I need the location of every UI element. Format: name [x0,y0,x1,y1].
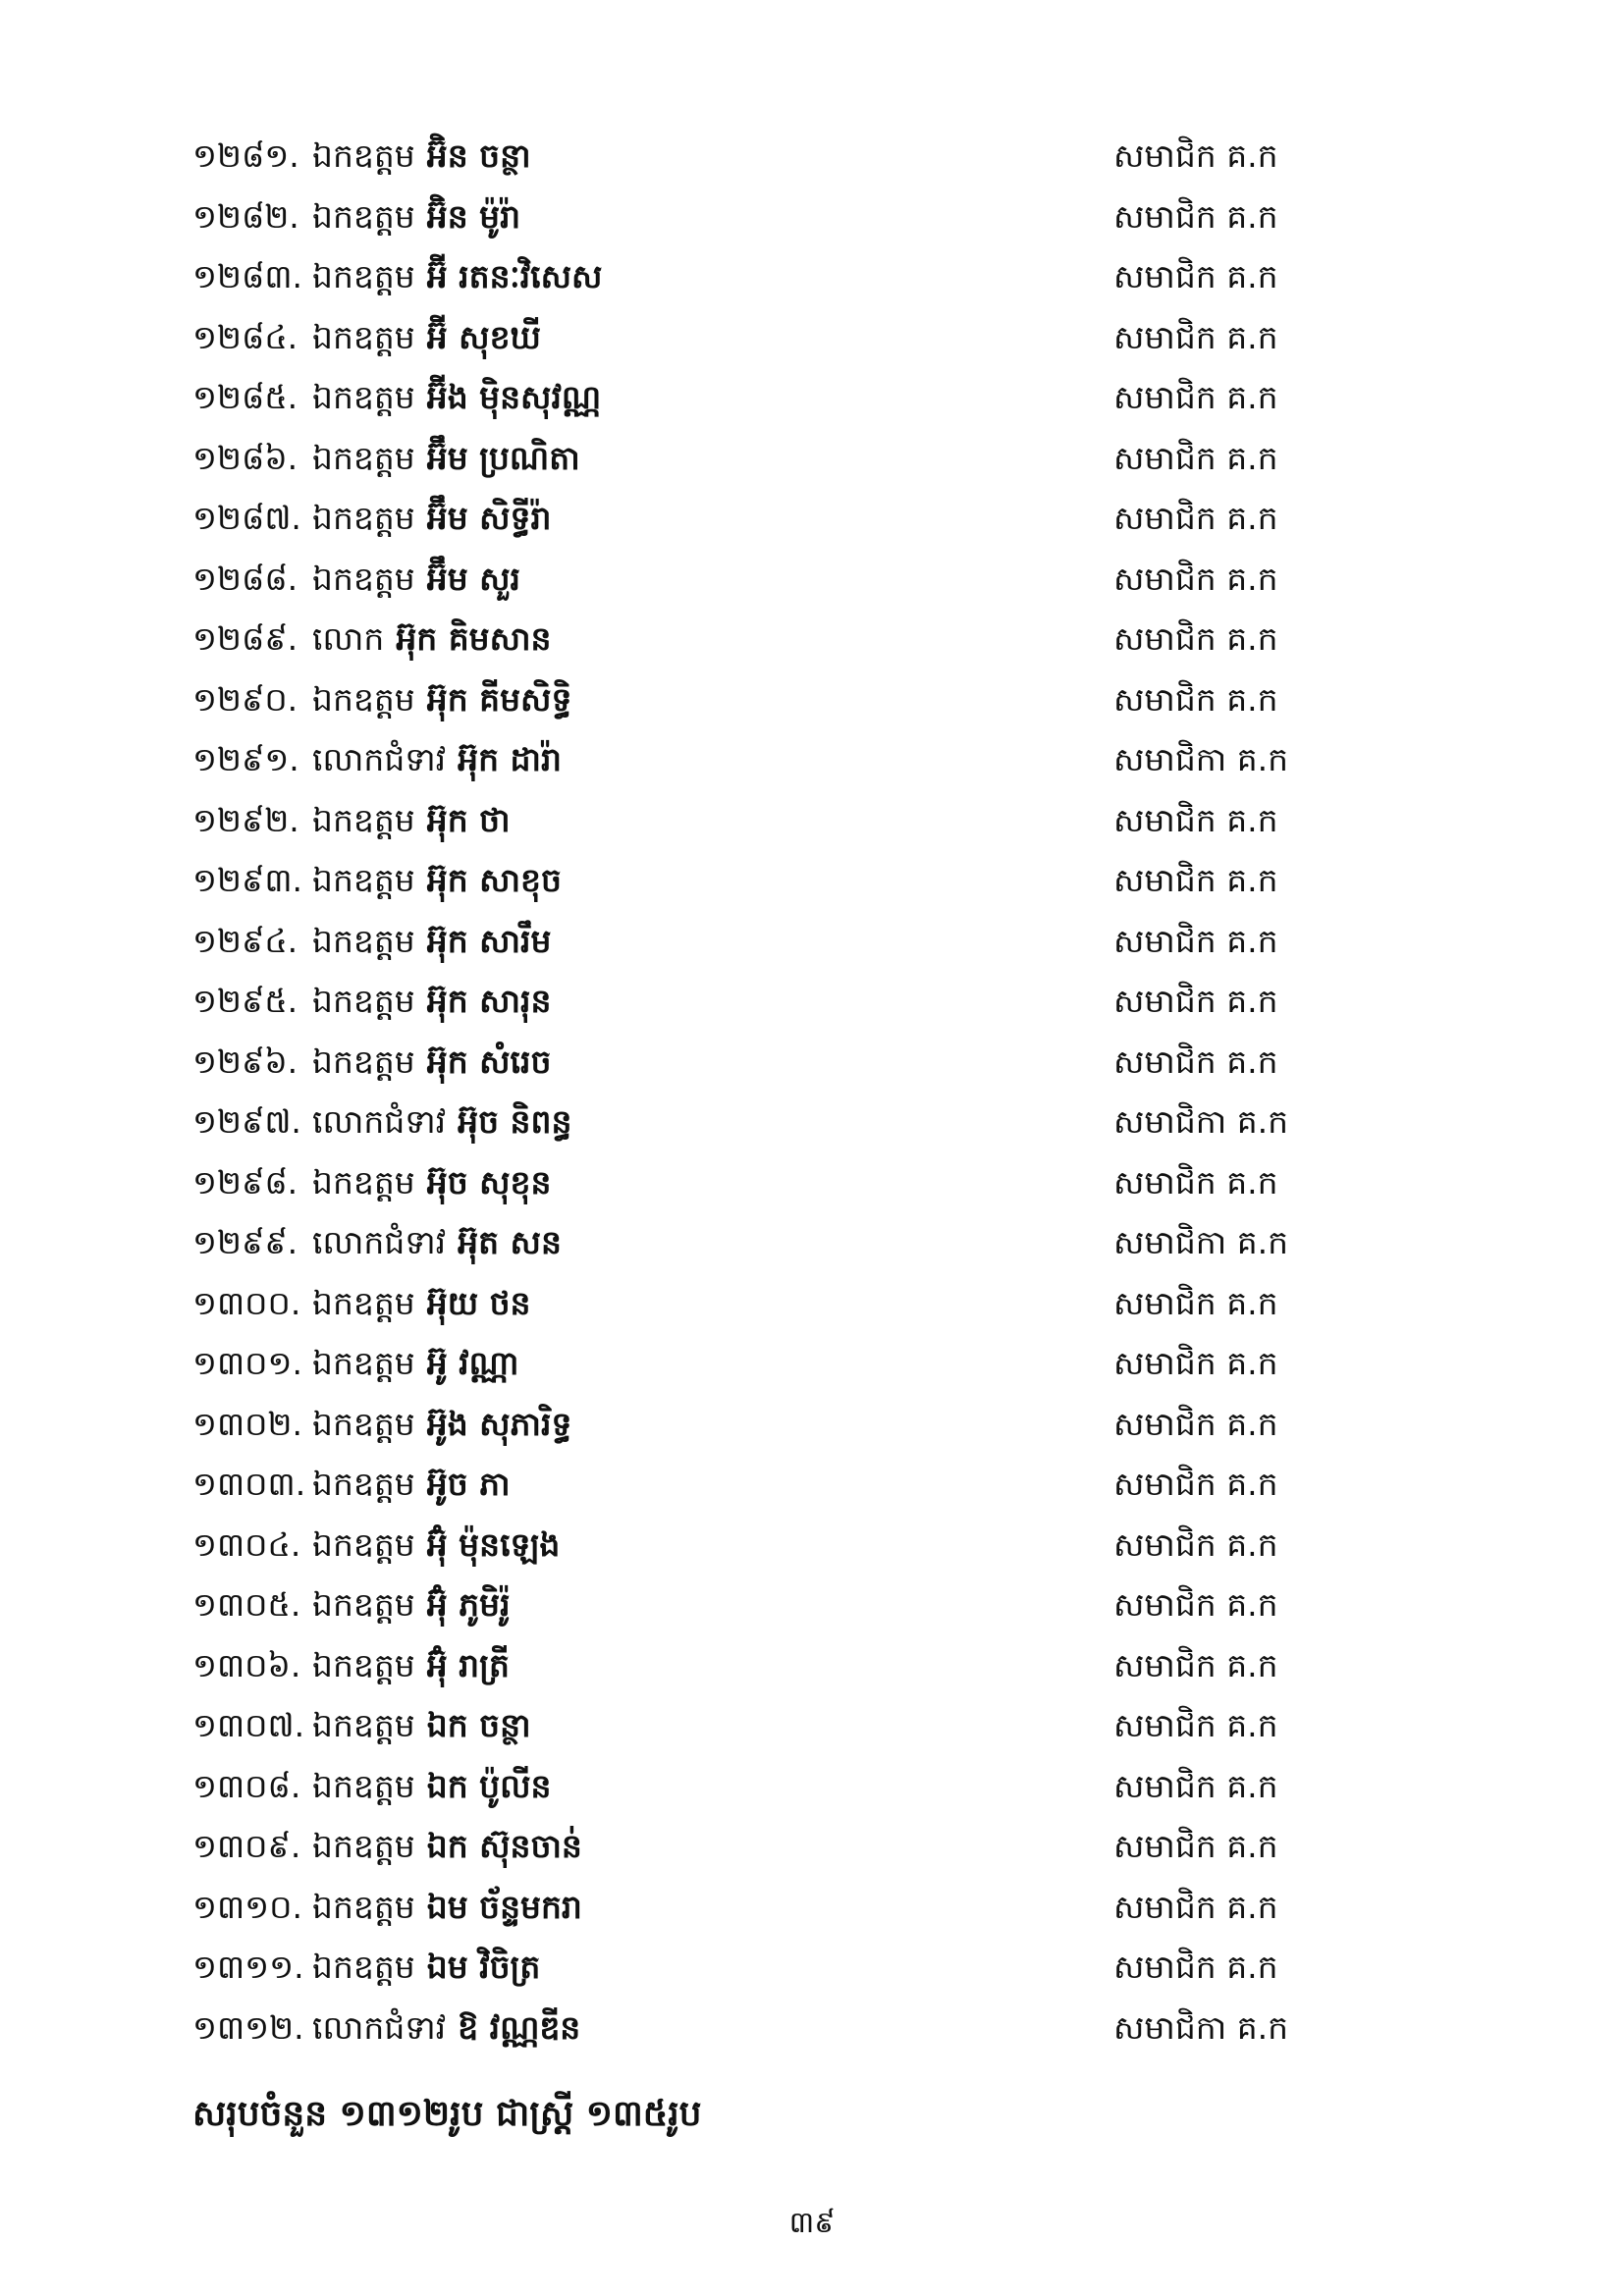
entry-role: សមាជិក គ.ក [1113,438,1278,477]
entry-number: ១២៩៩. [192,1223,298,1261]
entry-name: ឯម វិចិត្រ [426,1948,541,1986]
entry-title-and-name [312,1333,518,1394]
entry-number: ១២៨២. [192,196,299,236]
entry-honorific: ឯកឧត្តម [312,1283,415,1322]
entry-role: សមាជិក គ.ក [1113,1948,1278,1986]
entry-name: ឯក ស៊ុនចាន់ [426,1827,582,1865]
list-item [192,1333,1322,1394]
entry-role: សមាជិកា គ.ក [1113,1102,1289,1141]
list-item [192,1635,1322,1696]
entry-title-and-name [312,729,562,790]
entry-title-and-name [312,549,520,610]
entry-role: សមាជិក គ.ក [1113,559,1278,598]
entry-number: ១២៩២. [192,800,299,839]
entry-name: អ៊ូច ភា [426,1465,511,1503]
list-item [192,1937,1322,1998]
entry-number: ១២៩០. [192,679,298,719]
entry-title-and-name [312,1756,551,1817]
entry-name: អ៊ុច និពន្ធ [458,1102,572,1141]
entry-number: ១៣០៥. [192,1585,301,1624]
entry-number: ១៣១២. [192,2007,304,2047]
entry-honorific: លោកជំទាវ [312,1102,447,1141]
entry-number: ១៣០០. [192,1283,301,1322]
entry-name: ឯក ប៉ូលីន [426,1766,552,1805]
entry-number: ១៣០៧. [192,1706,305,1744]
entry-title-and-name [312,1998,580,2058]
entry-role: សមាជិក គ.ក [1113,861,1278,899]
entry-title-and-name [312,609,551,669]
entry-name: អ៊ឹម សួរ [426,559,521,598]
entry-number: ១២៩៧. [192,1102,301,1141]
list-item [192,850,1322,911]
entry-honorific: ឯកឧត្តម [312,196,415,236]
entry-honorific: ឯកឧត្តម [312,1827,415,1865]
entry-honorific: ឯកឧត្តម [312,1645,415,1684]
entry-name: អ៊ុក សារឹម [426,921,552,960]
entry-name: អ៊ី សុខឃី [426,317,541,356]
entry-honorific: ឯកឧត្តម [312,1948,415,1986]
entry-honorific: លោកជំទាវ [312,2007,447,2047]
entry-role: សមាជិកា គ.ក [1113,2007,1289,2047]
entry-honorific: ឯកឧត្តម [312,499,415,537]
entry-title-and-name [312,1635,510,1696]
list-item [192,1454,1322,1515]
entry-honorific: ឯកឧត្តម [312,1465,415,1503]
entry-honorific: ឯកឧត្តម [312,257,415,295]
page-number: ៣៩ [788,2206,836,2240]
list-item [192,1092,1322,1152]
entry-honorific: ឯកឧត្តម [312,982,415,1020]
entry-name: ឯក ចន្ថា [426,1706,531,1744]
entry-title-and-name [312,790,511,851]
entry-role: សមាជិក គ.ក [1113,136,1278,175]
entry-role: សមាជិក គ.ក [1113,1041,1278,1081]
entry-number: ១២៨៤. [192,317,298,356]
entry-honorific: ឯកឧត្តម [312,1585,415,1624]
entry-role: សមាជិក គ.ក [1113,619,1278,658]
entry-role: សមាជិក គ.ក [1113,1887,1278,1926]
entry-title-and-name [312,971,551,1032]
entry-honorific: ឯកឧត្តម [312,921,415,960]
entry-name: អ៊ុំ ភូមិរ៉ូ [426,1585,511,1624]
entry-title-and-name [312,1695,531,1756]
entry-title-and-name [312,1212,562,1273]
entry-number: ១៣០៨. [192,1766,301,1805]
entry-title-and-name [312,246,602,307]
entry-number: ១៣០៦. [192,1645,301,1684]
list-item [192,1756,1322,1817]
entry-number: ១២៨៦. [192,438,298,477]
entry-honorific: ឯកឧត្តម [312,861,415,899]
entry-name: អ៊ុក សារុន [426,982,552,1020]
entry-honorific: ឯកឧត្តម [312,1344,415,1382]
entry-role: សមាជិក គ.ក [1113,679,1278,719]
entry-title-and-name [312,1273,531,1334]
entry-name: អ៊ុក គិមសាន [396,619,552,658]
list-item [192,1394,1322,1455]
entry-honorific: ឯកឧត្តម [312,800,415,839]
entry-name: អ៊ូ វណ្ណា [426,1344,519,1382]
entry-role: សមាជិក គ.ក [1113,317,1278,356]
entry-title-and-name [312,1575,511,1635]
entry-number: ១២៩៣. [192,861,303,899]
entry-name: អ៊ុច សុខុន [426,1162,552,1201]
entry-role: សមាជិក គ.ក [1113,257,1278,295]
entry-role: សមាជិក គ.ក [1113,921,1278,960]
entry-number: ១២៨៨. [192,559,298,598]
list-item [192,488,1322,549]
entry-honorific: ឯកឧត្តម [312,1041,415,1081]
list-item [192,609,1322,669]
entry-title-and-name [312,367,601,428]
entry-title-and-name [312,1877,582,1938]
entry-number: ១៣០៤. [192,1524,301,1564]
entry-number: ១៣០១. [192,1344,303,1382]
entry-name: អ៊ី រតនៈវិសេស [426,257,603,295]
list-item [192,1032,1322,1093]
entry-name: ឱ វណ្ណឌីន [458,2007,581,2047]
entry-title-and-name [312,1152,551,1213]
entry-role: សមាជិក គ.ក [1113,378,1278,416]
entry-role: សមាជិក គ.ក [1113,1162,1278,1201]
entry-honorific: ឯកឧត្តម [312,378,415,416]
entry-honorific: ឯកឧត្តម [312,1524,415,1564]
entry-role: សមាជិក គ.ក [1113,1283,1278,1322]
entry-role: សមាជិក គ.ក [1113,1344,1278,1382]
entry-honorific: ឯកឧត្តម [312,1404,415,1443]
entry-role: សមាជិក គ.ក [1113,1827,1278,1865]
entry-role: សមាជិក គ.ក [1113,1524,1278,1564]
list-item [192,1152,1322,1213]
entry-role: សមាជិក គ.ក [1113,499,1278,537]
entry-name: អ៊ុក ថា [426,800,511,839]
entry-honorific: ឯកឧត្តម [312,559,415,598]
list-item [192,126,1322,187]
entry-name: អ៊ុំ រាត្រី [426,1645,510,1684]
entry-honorific: ឯកឧត្តម [312,136,415,175]
list-item [192,1816,1322,1877]
entry-title-and-name [312,1816,582,1877]
entry-title-and-name [312,488,551,549]
entry-name: អ៊ីង ម៉ិនសុវណ្ណ [426,378,602,416]
entry-number: ១២៨៣. [192,257,303,295]
entry-role: សមាជិក គ.ក [1113,1706,1278,1744]
entry-role: សមាជិក គ.ក [1113,1645,1278,1684]
entry-honorific: ឯកឧត្តម [312,1162,415,1201]
entry-title-and-name [312,1515,560,1575]
entry-honorific: លោកជំទាវ [312,1223,447,1261]
list-item [192,1695,1322,1756]
entry-role: សមាជិក គ.ក [1113,1766,1278,1805]
entry-number: ១២៩១. [192,740,299,778]
entry-title-and-name [312,1394,571,1455]
entry-name: អ៊ុក ដារ៉ា [458,740,562,778]
list-item [192,1212,1322,1273]
entry-number: ១៣០៣. [192,1465,306,1503]
list-item [192,187,1322,247]
entry-role: សមាជិក គ.ក [1113,800,1278,839]
entry-honorific: ឯកឧត្តម [312,1766,415,1805]
entry-title-and-name [312,307,541,368]
entry-role: សមាជិក គ.ក [1113,1465,1278,1503]
entry-title-and-name [312,187,520,247]
list-item [192,790,1322,851]
entry-name: ឯម ច័ន្ទមករា [426,1887,582,1926]
list-item [192,1515,1322,1575]
entry-honorific: លោកជំទាវ [312,740,447,778]
entry-role: សមាជិក គ.ក [1113,982,1278,1020]
entry-role: សមាជិក គ.ក [1113,196,1278,236]
list-item [192,549,1322,610]
list-item [192,669,1322,730]
entry-number: ១២៩៦. [192,1041,298,1081]
entry-title-and-name [312,911,551,972]
list-item [192,307,1322,368]
entry-name: អ៊ុក សំរេច [426,1041,552,1081]
entry-number: ១៣០២. [192,1404,303,1443]
entry-honorific: ឯកឧត្តម [312,1887,415,1926]
list-item [192,1273,1322,1334]
entry-title-and-name [312,850,562,911]
entry-number: ១២៩៥. [192,982,298,1020]
entry-role: សមាជិកា គ.ក [1113,740,1289,778]
list-item [192,1575,1322,1635]
entry-name: អ៊ុំ ម៉ុនឡេង [426,1524,561,1564]
entry-name: អ៊ុត សន [458,1223,562,1261]
entry-title-and-name [312,669,571,730]
entry-honorific: ឯកឧត្តម [312,438,415,477]
entry-number: ១៣១១. [192,1948,304,1986]
summary-total: សរុបចំនួន ១៣១២រូប ជាស្ត្រី ១៣៥រូប [192,2094,702,2134]
list-item [192,1998,1322,2058]
entry-role: សមាជិកា គ.ក [1113,1223,1289,1261]
entry-number: ១២៨៩. [192,619,298,658]
entry-honorific: ឯកឧត្តម [312,679,415,719]
entry-name: អ៊ឹម សិទ្ធីរ៉ា [426,499,552,537]
list-item [192,428,1322,489]
entry-name: អ៊ុយ ថន [426,1283,531,1322]
entry-name: អ៊ុក គីមសិទ្ធិ [426,679,572,719]
entry-role: សមាជិក គ.ក [1113,1404,1278,1443]
entry-title-and-name [312,1937,540,1998]
member-list [192,126,1322,2057]
entry-title-and-name [312,1032,551,1093]
entry-name: អ៊ូង សុភារិទ្ធ [426,1404,572,1443]
entry-number: ១៣១០. [192,1887,303,1926]
entry-name: អ៊ិន ម៉ូរ៉ា [426,196,521,236]
list-item [192,1877,1322,1938]
entry-name: អ៊ឹម ប្រណិតា [426,438,580,477]
entry-number: ១២៨៥. [192,378,298,416]
entry-title-and-name [312,126,531,187]
entry-title-and-name [312,428,580,489]
entry-number: ១២៨១. [192,136,299,175]
list-item [192,729,1322,790]
entry-title-and-name [312,1454,511,1515]
list-item [192,911,1322,972]
entry-name: អ៊ុក សាខុច [426,861,562,899]
entry-honorific: ឯកឧត្តម [312,317,415,356]
entry-name: អ៊ិន ចន្ថា [426,136,531,175]
entry-role: សមាជិក គ.ក [1113,1585,1278,1624]
entry-honorific: ឯកឧត្តម [312,1706,415,1744]
list-item [192,367,1322,428]
list-item [192,971,1322,1032]
list-item [192,246,1322,307]
entry-number: ១២៩៨. [192,1162,298,1201]
entry-number: ១៣០៩. [192,1827,301,1865]
entry-honorific: លោក [312,619,385,658]
entry-number: ១២៨៧. [192,499,301,537]
entry-number: ១២៩៤. [192,921,298,960]
entry-title-and-name [312,1092,571,1152]
